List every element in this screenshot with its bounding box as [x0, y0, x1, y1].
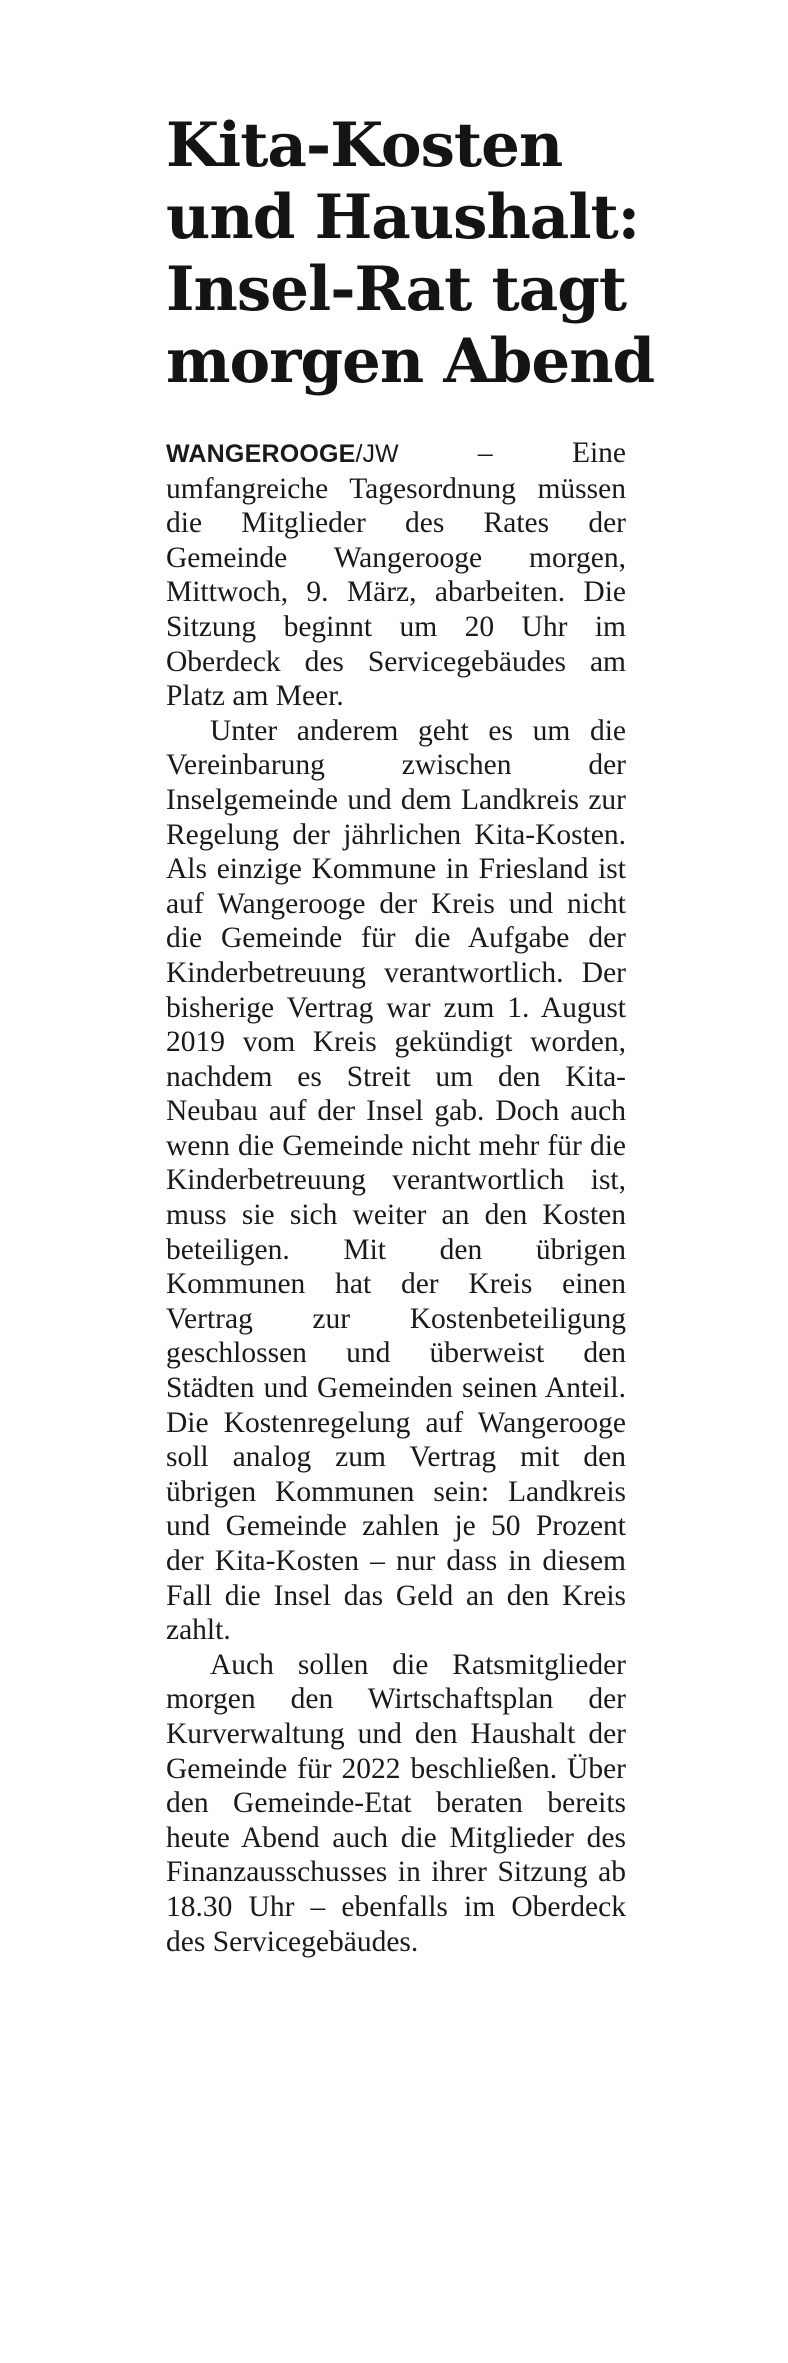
article-headline: [166, 110, 655, 398]
article-paragraph: Unter anderem geht es um die Vereinbarung zwischen der Inselgemeinde und dem Landkreis zur Regelung der jährlichen Kita-Kosten. Als einzige Kommune in Friesland ist auf Wangerooge der Kreis und nicht die Gemeinde für die Aufgabe der Kinderbetreuung verantwortlich. Der bisherige Vertrag war zum 1. August 2019 vom Kreis gekündigt worden, nachdem es Streit um den Kita-Neubau auf der Insel gab. Doch auch wenn die Gemeinde nicht mehr für die Kinderbetreuung verantwortlich ist, muss sie sich weiter an den Kosten beteiligen. Mit den übrigen Kommunen hat der Kreis einen Vertrag zur Kostenbeteiligung geschlossen und überweist den Städten und Gemeinden seinen Anteil. Die Kostenregelung auf Wangerooge soll analog zum Vertrag mit den übrigen Kommunen sein: Landkreis und Gemeinde zahlen je 50 Prozent der Kita-Kosten – nur dass in diesem Fall die Insel das Geld an den Kreis zahlt.: [166, 714, 626, 1647]
article-paragraph: Auch sollen die Ratsmitglieder morgen den Wirtschaftsplan der Kurverwaltung und den Haushalt der Gemeinde für 2022 beschließen. Über den Gemeinde-Etat beraten bereits heute Abend auch die Mitglieder des Finanzausschusses in ihrer Sitzung ab 18.30 Uhr – ebenfalls im Oberdeck des Servicegebäudes.: [166, 1648, 626, 1958]
dateline-place: WANGEROOGE: [166, 440, 356, 468]
paragraph-text: Eine umfangreiche Tagesordnung müssen die Mitglieder des Rates der Gemeinde Wangerooge morgen, Mittwoch, 9. März, abarbeiten. Die Sitzung beginnt um 20 Uhr im Oberdeck des Servicegebäudes am Platz am Meer.: [166, 437, 626, 713]
headline-line: Kita-Kosten: [166, 110, 563, 181]
news-article: [166, 110, 655, 1959]
headline-line: Insel-Rat tagt: [166, 254, 627, 325]
headline-line: und Haushalt:: [166, 182, 640, 253]
article-paragraph: [166, 436, 626, 714]
article-body: [166, 436, 626, 1959]
dateline-dash: –: [398, 437, 572, 469]
headline-line: morgen Abend: [166, 326, 655, 397]
dateline-agency: /JW: [355, 440, 399, 468]
